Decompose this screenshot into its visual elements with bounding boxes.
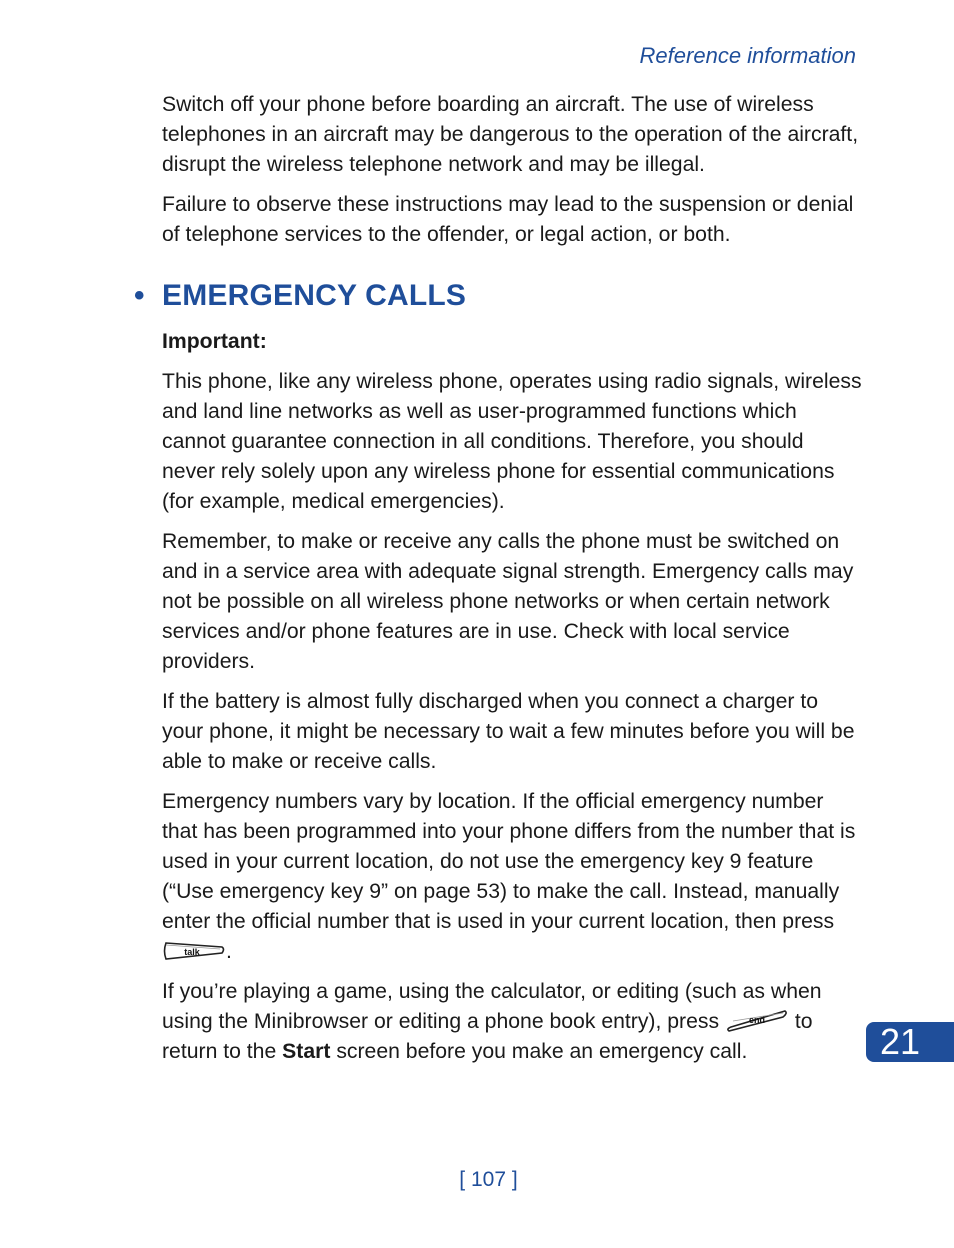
- emergency-calls-body: [162, 327, 862, 1077]
- game-text: If you’re playing a game, using the calculator, or editing (such as when using the Minibrowser or editing a phone book entry), press: [162, 980, 822, 1033]
- sentence-end: .: [226, 940, 232, 963]
- end-key-label: end: [748, 1015, 765, 1026]
- emergency-call-text: screen before you make an emergency call.: [336, 1040, 748, 1063]
- start-screen-paragraph: [162, 977, 862, 1067]
- battery-paragraph: If the battery is almost fully discharged when you connect a charger to your phone, it might be necessary to wait a few minutes before you will be able to make or receive calls.: [162, 690, 855, 773]
- return-text: to return to the: [162, 1010, 813, 1063]
- chapter-number: 21: [880, 1021, 921, 1062]
- section-title: EMERGENCY CALLS: [162, 279, 467, 312]
- talk-key-icon: [162, 937, 226, 963]
- aircraft-paragraph: Switch off your phone before boarding an aircraft. The use of wireless telephones in an aircraft may be dangerous to the operation of the aircraft, disrupt the wireless telephone network and may be illegal.: [162, 93, 859, 176]
- switched-on-paragraph: Remember, to make or receive any calls the phone must be switched on and in a service area with adequate signal strength. Emergency calls may not be possible on all wireless phone networks or when certain network services and/or phone features are in use. Check with local service providers.: [162, 530, 854, 673]
- failure-paragraph: Failure to observe these instructions may lead to the suspension or denial of telephone services to the offender, or legal action, or both.: [162, 193, 854, 246]
- section-heading: [134, 279, 466, 313]
- emergency-numbers-paragraph: [162, 787, 862, 967]
- start-label: Start: [282, 1040, 331, 1063]
- emergency-numbers-text: Emergency numbers vary by location. If the official emergency number that has been programmed into your phone differs from the number that is used in your current location, do not use the emergency key 9 feature (“Use emergency key 9” on page 53) to make the call. Instead, manually enter the official number that is used in your current location, then press: [162, 790, 856, 933]
- talk-key-label: talk: [184, 947, 200, 958]
- heading-bullet: •: [134, 279, 145, 312]
- radio-signals-paragraph: This phone, like any wireless phone, operates using radio signals, wireless and land line networks as well as user-programmed functions which cannot guarantee connection in all conditions. Therefore, you should never rely solely upon any wireless phone for essential communications (for example, medical emergencies).: [162, 370, 862, 513]
- intro-text: [162, 90, 862, 260]
- important-label: Important:: [162, 330, 267, 353]
- end-key-icon: [725, 1007, 789, 1033]
- page-number: [ 107 ]: [459, 1168, 518, 1191]
- running-header: Reference information: [639, 43, 856, 68]
- chapter-tab: [866, 1022, 954, 1062]
